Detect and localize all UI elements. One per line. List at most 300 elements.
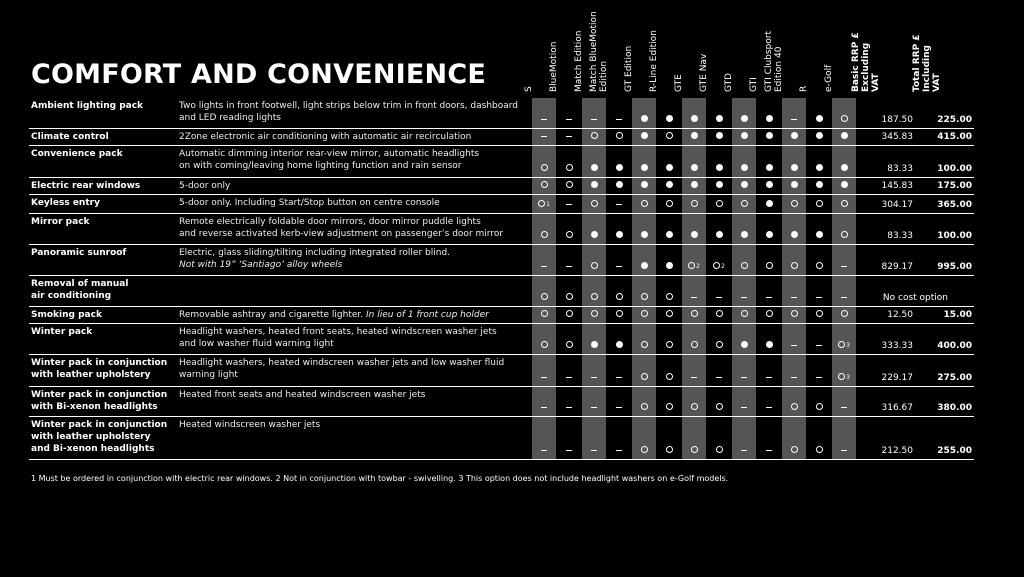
standard-dot-icon bbox=[616, 341, 623, 348]
not-available-dash-icon bbox=[591, 450, 597, 451]
not-available-dash-icon bbox=[816, 297, 822, 298]
not-available-dash-icon bbox=[716, 377, 722, 378]
availability-mark bbox=[632, 341, 656, 351]
availability-mark bbox=[607, 181, 631, 191]
standard-dot-icon bbox=[616, 164, 623, 171]
option-ring-icon bbox=[616, 132, 623, 139]
total-price: 275.00 bbox=[937, 373, 972, 383]
option-ring-icon bbox=[541, 181, 548, 188]
availability-mark bbox=[807, 262, 831, 272]
standard-dot-icon bbox=[591, 231, 598, 238]
not-available-dash-icon bbox=[766, 297, 772, 298]
not-available-dash-icon bbox=[541, 266, 547, 267]
footnote: 1 Must be ordered in conjunction with electric rear windows. 2 Not in conjunction with towbar - swivelling. 3 This option does not include headlight washers on e-Golf models. bbox=[31, 474, 729, 483]
option-ring-icon bbox=[538, 200, 545, 207]
availability-mark bbox=[607, 164, 631, 174]
standard-dot-icon bbox=[591, 181, 598, 188]
table-row bbox=[29, 98, 974, 129]
not-available-dash-icon bbox=[591, 377, 597, 378]
availability-mark bbox=[707, 231, 731, 241]
availability-mark bbox=[782, 200, 806, 210]
standard-dot-icon bbox=[791, 132, 798, 139]
feature-description: Headlight washers, heated windscreen washer jets and low washer fluid warning light bbox=[179, 358, 505, 380]
option-ring-icon bbox=[716, 310, 723, 317]
not-available-dash-icon bbox=[841, 297, 847, 298]
option-ring-icon bbox=[666, 310, 673, 317]
basic-price: 83.33 bbox=[887, 164, 913, 174]
availability-mark bbox=[707, 446, 731, 456]
availability-mark bbox=[807, 446, 831, 456]
availability-mark bbox=[707, 341, 731, 351]
option-ring-icon bbox=[591, 200, 598, 207]
option-ring-icon bbox=[741, 200, 748, 207]
option-ring-icon bbox=[791, 446, 798, 453]
availability-mark bbox=[707, 310, 731, 320]
not-available-dash-icon bbox=[566, 450, 572, 451]
not-available-dash-icon bbox=[616, 450, 622, 451]
availability-mark bbox=[582, 132, 606, 142]
option-ring-icon bbox=[641, 341, 648, 348]
availability-mark bbox=[757, 200, 781, 210]
not-available-dash-icon bbox=[616, 119, 622, 120]
availability-mark bbox=[657, 293, 681, 303]
feature-name: Removal of manual air conditioning bbox=[31, 279, 129, 301]
table-row bbox=[29, 245, 974, 276]
not-available-dash-icon bbox=[691, 377, 697, 378]
availability-mark bbox=[682, 200, 706, 210]
availability-mark bbox=[782, 310, 806, 320]
availability-mark bbox=[557, 341, 581, 351]
feature-description: 5-door only. Including Start/Stop button on centre console bbox=[179, 198, 440, 208]
availability-mark bbox=[732, 132, 756, 142]
option-ring-icon bbox=[566, 164, 573, 171]
availability-mark bbox=[682, 403, 706, 413]
table-row bbox=[29, 178, 974, 195]
availability-mark bbox=[707, 115, 731, 125]
availability-mark bbox=[657, 115, 681, 125]
availability-mark bbox=[732, 164, 756, 174]
option-ring-icon bbox=[641, 310, 648, 317]
column-header-label: GTI bbox=[749, 77, 759, 92]
option-ring-icon bbox=[791, 200, 798, 207]
availability-mark bbox=[782, 446, 806, 456]
availability-mark bbox=[682, 181, 706, 191]
not-available-dash-icon bbox=[841, 407, 847, 408]
standard-dot-icon bbox=[741, 181, 748, 188]
availability-mark bbox=[732, 293, 756, 303]
availability-mark bbox=[557, 293, 581, 303]
availability-mark bbox=[632, 132, 656, 142]
standard-dot-icon bbox=[716, 132, 723, 139]
availability-mark bbox=[782, 132, 806, 142]
standard-dot-icon bbox=[816, 115, 823, 122]
availability-mark bbox=[532, 373, 556, 383]
availability-mark bbox=[732, 310, 756, 320]
option-ring-icon bbox=[541, 164, 548, 171]
standard-dot-icon bbox=[741, 132, 748, 139]
availability-mark bbox=[807, 403, 831, 413]
standard-dot-icon bbox=[591, 164, 598, 171]
standard-dot-icon bbox=[766, 181, 773, 188]
option-ring-icon bbox=[541, 231, 548, 238]
availability-mark bbox=[732, 231, 756, 241]
standard-dot-icon bbox=[641, 231, 648, 238]
availability-mark bbox=[707, 373, 731, 383]
table-row bbox=[29, 307, 974, 324]
not-available-dash-icon bbox=[566, 266, 572, 267]
option-ring-icon bbox=[691, 200, 698, 207]
availability-mark bbox=[657, 231, 681, 241]
availability-mark bbox=[657, 341, 681, 351]
availability-mark bbox=[682, 231, 706, 241]
total-price: 400.00 bbox=[937, 341, 972, 351]
option-ring-icon bbox=[841, 115, 848, 122]
availability-mark bbox=[807, 310, 831, 320]
option-ring-icon bbox=[641, 446, 648, 453]
footnote-ref: 3 bbox=[846, 374, 850, 381]
availability-mark bbox=[807, 293, 831, 303]
standard-dot-icon bbox=[741, 115, 748, 122]
option-ring-icon bbox=[566, 293, 573, 300]
column-header-label: Match BlueMotion Edition bbox=[589, 11, 609, 92]
basic-price: 316.67 bbox=[881, 403, 913, 413]
availability-mark bbox=[632, 164, 656, 174]
availability-mark bbox=[607, 132, 631, 142]
not-available-dash-icon bbox=[741, 407, 747, 408]
standard-dot-icon bbox=[591, 341, 598, 348]
standard-dot-icon bbox=[691, 115, 698, 122]
column-header-label: GTE bbox=[674, 74, 684, 92]
option-ring-icon bbox=[816, 200, 823, 207]
availability-mark bbox=[682, 132, 706, 142]
total-price: 15.00 bbox=[943, 310, 972, 320]
feature-name: Winter pack in conjunction with leather upholstery and Bi-xenon headlights bbox=[31, 420, 168, 454]
option-ring-icon bbox=[666, 373, 673, 380]
availability-mark bbox=[782, 231, 806, 241]
standard-dot-icon bbox=[741, 231, 748, 238]
availability-mark bbox=[807, 115, 831, 125]
option-ring-icon bbox=[566, 341, 573, 348]
option-ring-icon bbox=[566, 231, 573, 238]
not-available-dash-icon bbox=[691, 297, 697, 298]
availability-mark bbox=[657, 200, 681, 210]
availability-mark bbox=[782, 373, 806, 383]
basic-price: 345.83 bbox=[881, 132, 913, 142]
option-ring-icon bbox=[838, 341, 845, 348]
availability-mark bbox=[757, 181, 781, 191]
option-ring-icon bbox=[816, 310, 823, 317]
availability-mark bbox=[557, 446, 581, 456]
not-available-dash-icon bbox=[766, 407, 772, 408]
standard-dot-icon bbox=[641, 164, 648, 171]
option-ring-icon bbox=[566, 310, 573, 317]
not-available-dash-icon bbox=[616, 407, 622, 408]
option-ring-icon bbox=[666, 341, 673, 348]
availability-mark bbox=[532, 164, 556, 174]
option-ring-icon bbox=[641, 403, 648, 410]
availability-mark bbox=[682, 341, 706, 351]
option-ring-icon bbox=[641, 200, 648, 207]
availability-mark bbox=[707, 293, 731, 303]
availability-mark bbox=[532, 293, 556, 303]
option-ring-icon bbox=[691, 446, 698, 453]
availability-mark bbox=[557, 200, 581, 210]
standard-dot-icon bbox=[616, 181, 623, 188]
option-ring-icon bbox=[791, 403, 798, 410]
standard-dot-icon bbox=[666, 181, 673, 188]
availability-mark bbox=[582, 403, 606, 413]
availability-mark bbox=[682, 164, 706, 174]
option-ring-icon bbox=[591, 262, 598, 269]
option-ring-icon bbox=[591, 132, 598, 139]
standard-dot-icon bbox=[766, 115, 773, 122]
not-available-dash-icon bbox=[541, 377, 547, 378]
availability-mark bbox=[682, 446, 706, 456]
feature-description: Heated windscreen washer jets bbox=[179, 420, 321, 430]
availability-mark bbox=[657, 262, 681, 272]
table-row bbox=[29, 324, 974, 355]
total-price: 995.00 bbox=[937, 262, 972, 272]
option-ring-icon bbox=[816, 446, 823, 453]
availability-mark bbox=[607, 200, 631, 210]
availability-mark bbox=[757, 231, 781, 241]
not-available-dash-icon bbox=[566, 204, 572, 205]
availability-mark bbox=[582, 231, 606, 241]
feature-name: Ambient lighting pack bbox=[31, 101, 144, 111]
availability-mark bbox=[607, 373, 631, 383]
availability-mark bbox=[557, 115, 581, 125]
availability-mark bbox=[532, 231, 556, 241]
option-ring-icon bbox=[841, 231, 848, 238]
feature-description: Automatic dimming interior rear-view mirror, automatic headlights on with coming/leaving home lighting function and rain sensor bbox=[179, 149, 480, 171]
price-header-total bbox=[912, 0, 980, 92]
column-header-label: R bbox=[799, 85, 809, 92]
table-row bbox=[29, 129, 974, 146]
availability-mark bbox=[807, 164, 831, 174]
option-ring-icon bbox=[616, 310, 623, 317]
option-ring-icon bbox=[713, 262, 720, 269]
not-available-dash-icon bbox=[616, 377, 622, 378]
option-ring-icon bbox=[591, 293, 598, 300]
option-ring-icon bbox=[688, 262, 695, 269]
availability-mark bbox=[632, 403, 656, 413]
not-available-dash-icon bbox=[766, 377, 772, 378]
standard-dot-icon bbox=[816, 132, 823, 139]
availability-mark bbox=[782, 164, 806, 174]
feature-name: Winter pack in conjunction with leather upholstery bbox=[31, 358, 168, 380]
availability-mark bbox=[632, 181, 656, 191]
availability-mark bbox=[782, 403, 806, 413]
availability-mark bbox=[582, 446, 606, 456]
availability-mark bbox=[632, 262, 656, 272]
availability-mark bbox=[682, 115, 706, 125]
availability-mark bbox=[632, 373, 656, 383]
not-available-dash-icon bbox=[791, 119, 797, 120]
availability-mark bbox=[532, 200, 556, 210]
page-title: COMFORT AND CONVENIENCE bbox=[31, 59, 486, 90]
availability-mark bbox=[807, 132, 831, 142]
table-row bbox=[29, 355, 974, 387]
option-ring-icon bbox=[666, 446, 673, 453]
availability-mark bbox=[782, 341, 806, 351]
availability-mark bbox=[532, 341, 556, 351]
footnote-ref: 2 bbox=[696, 263, 700, 270]
not-available-dash-icon bbox=[616, 266, 622, 267]
not-available-dash-icon bbox=[566, 136, 572, 137]
standard-dot-icon bbox=[791, 231, 798, 238]
not-available-dash-icon bbox=[566, 377, 572, 378]
availability-mark bbox=[607, 403, 631, 413]
availability-mark bbox=[707, 164, 731, 174]
basic-price: 829.17 bbox=[881, 262, 913, 272]
feature-name: Smoking pack bbox=[31, 310, 102, 320]
basic-price: 12.50 bbox=[887, 310, 913, 320]
not-available-dash-icon bbox=[791, 345, 797, 346]
standard-dot-icon bbox=[691, 132, 698, 139]
availability-mark bbox=[632, 200, 656, 210]
standard-dot-icon bbox=[666, 115, 673, 122]
availability-mark bbox=[557, 132, 581, 142]
availability-mark bbox=[757, 293, 781, 303]
feature-description: Removable ashtray and cigarette lighter. In lieu of 1 front cup holder bbox=[179, 310, 489, 320]
total-price: 100.00 bbox=[937, 164, 972, 174]
feature-description: Electric, glass sliding/tilting including integrated roller blind. Not with 19” ‘Santiago’ alloy wheels bbox=[179, 248, 451, 270]
availability-mark bbox=[707, 181, 731, 191]
option-ring-icon bbox=[541, 341, 548, 348]
availability-mark bbox=[732, 341, 756, 351]
basic-price: 187.50 bbox=[881, 115, 913, 125]
availability-mark bbox=[682, 373, 706, 383]
table-row bbox=[29, 387, 974, 417]
column-header-label: GTI Clubsport Edition 40 bbox=[764, 30, 784, 92]
table-row bbox=[29, 214, 974, 245]
availability-mark bbox=[782, 181, 806, 191]
standard-dot-icon bbox=[691, 231, 698, 238]
standard-dot-icon bbox=[616, 231, 623, 238]
availability-mark bbox=[557, 262, 581, 272]
not-available-dash-icon bbox=[741, 377, 747, 378]
option-ring-icon bbox=[666, 200, 673, 207]
option-ring-icon bbox=[716, 403, 723, 410]
description-note: In lieu of 1 front cup holder bbox=[366, 310, 489, 320]
feature-description: 5-door only bbox=[179, 181, 231, 191]
availability-mark bbox=[707, 262, 731, 272]
availability-mark bbox=[732, 115, 756, 125]
standard-dot-icon bbox=[791, 164, 798, 171]
not-available-dash-icon bbox=[566, 119, 572, 120]
standard-dot-icon bbox=[691, 164, 698, 171]
availability-mark bbox=[807, 341, 831, 351]
not-available-dash-icon bbox=[816, 345, 822, 346]
standard-dot-icon bbox=[766, 164, 773, 171]
basic-price: 83.33 bbox=[887, 231, 913, 241]
availability-mark bbox=[732, 403, 756, 413]
column-header-label: GTD bbox=[724, 72, 734, 92]
not-available-dash-icon bbox=[766, 450, 772, 451]
standard-dot-icon bbox=[641, 115, 648, 122]
total-price: 225.00 bbox=[937, 115, 972, 125]
option-ring-icon bbox=[816, 403, 823, 410]
availability-mark bbox=[607, 310, 631, 320]
column-header-label: S bbox=[524, 86, 534, 92]
option-ring-icon bbox=[716, 446, 723, 453]
option-ring-icon bbox=[791, 310, 798, 317]
option-ring-icon bbox=[641, 373, 648, 380]
basic-price: 304.17 bbox=[881, 200, 913, 210]
availability-mark bbox=[632, 115, 656, 125]
availability-mark bbox=[632, 446, 656, 456]
table-row bbox=[29, 417, 974, 460]
standard-dot-icon bbox=[691, 181, 698, 188]
availability-mark bbox=[732, 200, 756, 210]
option-ring-icon bbox=[838, 373, 845, 380]
availability-mark bbox=[682, 310, 706, 320]
availability-mark bbox=[557, 231, 581, 241]
availability-mark bbox=[532, 132, 556, 142]
total-price: 100.00 bbox=[937, 231, 972, 241]
footnote-ref: 1 bbox=[546, 201, 550, 208]
availability-mark bbox=[782, 115, 806, 125]
column-header-label: R-Line Edition bbox=[649, 30, 659, 92]
not-available-dash-icon bbox=[541, 136, 547, 137]
availability-mark bbox=[757, 341, 781, 351]
availability-mark bbox=[557, 403, 581, 413]
availability-mark bbox=[707, 200, 731, 210]
availability-mark bbox=[557, 310, 581, 320]
not-available-dash-icon bbox=[541, 450, 547, 451]
availability-mark bbox=[707, 403, 731, 413]
availability-mark bbox=[532, 446, 556, 456]
availability-mark bbox=[657, 403, 681, 413]
not-available-dash-icon bbox=[591, 407, 597, 408]
feature-description: Two lights in front footwell, light strips below trim in front doors, dashboard and LED reading lights bbox=[179, 101, 519, 123]
feature-description: Headlight washers, heated front seats, heated windscreen washer jets and low washer fluid warning light bbox=[179, 327, 497, 349]
standard-dot-icon bbox=[816, 181, 823, 188]
availability-mark bbox=[632, 231, 656, 241]
option-ring-icon bbox=[666, 132, 673, 139]
availability-mark bbox=[532, 310, 556, 320]
availability-mark bbox=[582, 115, 606, 125]
price-header-label: Basic RRP £ Excluding VAT bbox=[851, 32, 881, 92]
availability-mark bbox=[607, 293, 631, 303]
availability-mark bbox=[707, 132, 731, 142]
feature-name: Winter pack bbox=[31, 327, 93, 337]
availability-mark bbox=[582, 373, 606, 383]
option-ring-icon bbox=[691, 403, 698, 410]
standard-dot-icon bbox=[816, 231, 823, 238]
not-available-dash-icon bbox=[841, 450, 847, 451]
option-ring-icon bbox=[666, 403, 673, 410]
option-ring-icon bbox=[691, 310, 698, 317]
basic-price: 333.33 bbox=[881, 341, 913, 351]
option-ring-icon bbox=[716, 341, 723, 348]
availability-mark bbox=[757, 373, 781, 383]
standard-dot-icon bbox=[716, 164, 723, 171]
availability-mark bbox=[532, 262, 556, 272]
table-row bbox=[29, 276, 974, 307]
basic-price: 212.50 bbox=[881, 446, 913, 456]
availability-mark bbox=[607, 115, 631, 125]
total-price: 380.00 bbox=[937, 403, 972, 413]
standard-dot-icon bbox=[716, 231, 723, 238]
feature-description: Remote electrically foldable door mirrors, door mirror puddle lights and reverse activated kerb-view adjustment on passenger’s door mirror bbox=[179, 217, 504, 239]
availability-mark bbox=[807, 231, 831, 241]
column-header-label: GT Edition bbox=[624, 45, 634, 92]
standard-dot-icon bbox=[666, 231, 673, 238]
feature-description: 2Zone electronic air conditioning with automatic air recirculation bbox=[179, 132, 472, 142]
column-header-label: GTE Nav bbox=[699, 53, 709, 92]
option-ring-icon bbox=[841, 200, 848, 207]
